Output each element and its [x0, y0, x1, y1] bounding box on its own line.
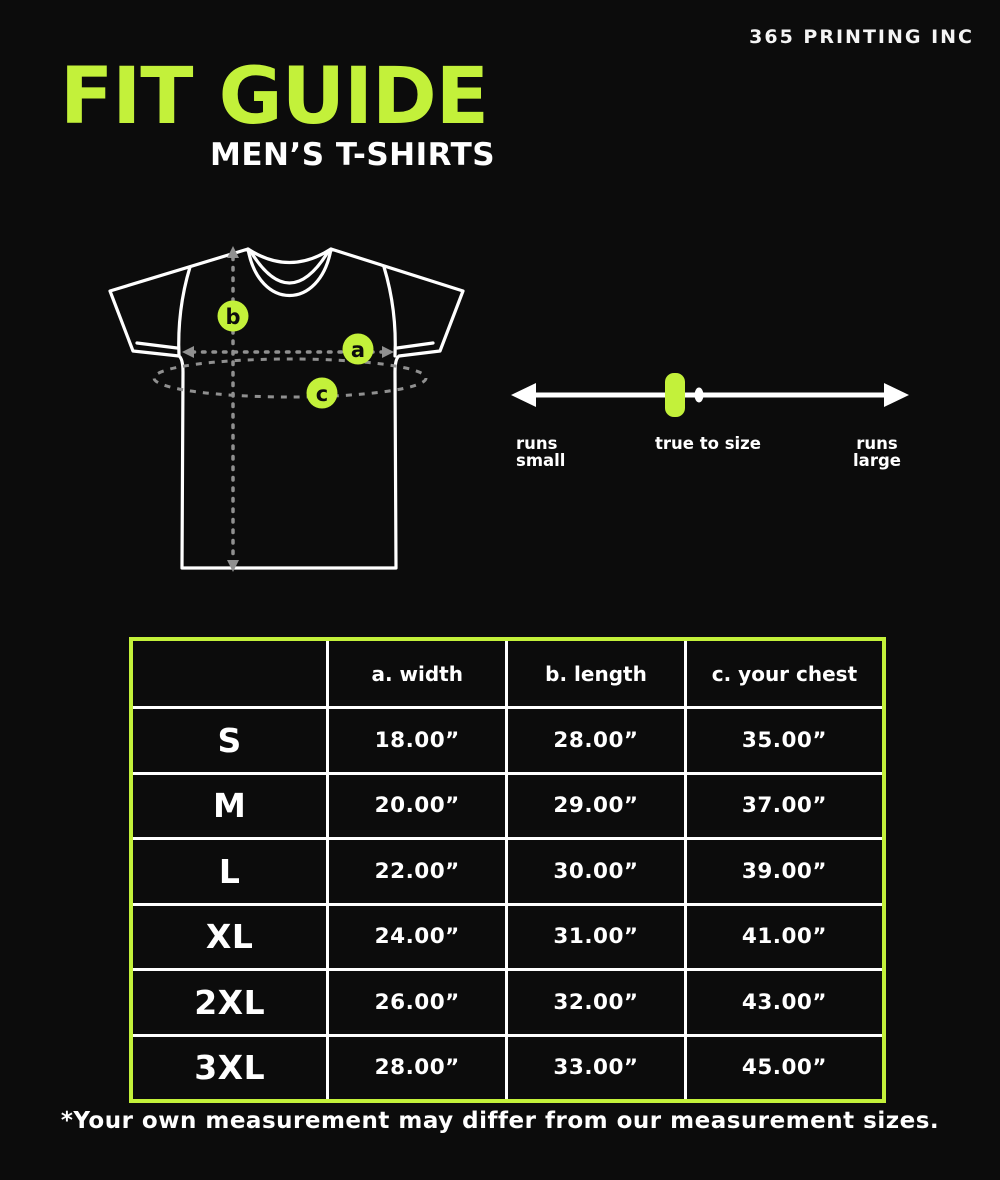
- row-l-width: 22.00”: [329, 840, 505, 903]
- row-xl-size: XL: [133, 906, 326, 969]
- marker-c-label: c: [315, 382, 329, 406]
- column-header-width: a. width: [329, 641, 505, 706]
- brand-name: 365 PRINTING INC: [749, 26, 974, 48]
- chest-dashed-ellipse: [154, 359, 426, 397]
- arrow-left-icon: [182, 346, 194, 358]
- row-s-size: S: [133, 709, 326, 772]
- row-m-length: 29.00”: [508, 775, 684, 838]
- row-2xl-width: 26.00”: [329, 971, 505, 1034]
- row-l-chest: 39.00”: [687, 840, 882, 903]
- tshirt-outline-icon: [110, 249, 463, 568]
- row-3xl-chest: 45.00”: [687, 1037, 882, 1100]
- row-m-size: M: [133, 775, 326, 838]
- row-2xl-chest: 43.00”: [687, 971, 882, 1034]
- scale-label-runs-large: runs large: [853, 434, 901, 470]
- row-2xl-size: 2XL: [133, 971, 326, 1034]
- scale-label-true-to-size: true to size: [655, 434, 761, 453]
- row-s-length: 28.00”: [508, 709, 684, 772]
- tshirt-diagram: [100, 230, 470, 575]
- scale-arrow-right-icon: [884, 383, 909, 407]
- measurement-disclaimer: *Your own measurement may differ from our measurement sizes.: [60, 1108, 940, 1134]
- row-m-chest: 37.00”: [687, 775, 882, 838]
- row-3xl-length: 33.00”: [508, 1037, 684, 1100]
- row-l-size: L: [133, 840, 326, 903]
- row-3xl-width: 28.00”: [329, 1037, 505, 1100]
- table-corner-cell: [133, 641, 326, 706]
- arrow-right-icon: [382, 346, 394, 358]
- row-2xl-length: 32.00”: [508, 971, 684, 1034]
- row-m-width: 20.00”: [329, 775, 505, 838]
- row-l-length: 30.00”: [508, 840, 684, 903]
- size-table: [129, 637, 886, 1103]
- fit-scale: [505, 365, 915, 425]
- row-xl-length: 31.00”: [508, 906, 684, 969]
- column-header-length: b. length: [508, 641, 684, 706]
- marker-b-label: b: [225, 305, 241, 329]
- page-title: FIT GUIDE: [60, 52, 489, 142]
- scale-arrow-left-icon: [511, 383, 536, 407]
- column-header-chest: c. your chest: [687, 641, 882, 706]
- row-xl-width: 24.00”: [329, 906, 505, 969]
- scale-indicator: [665, 373, 685, 417]
- measurement-markers: [218, 301, 374, 409]
- marker-a-label: a: [350, 338, 366, 362]
- row-s-width: 18.00”: [329, 709, 505, 772]
- arrow-down-icon: [227, 560, 239, 572]
- scale-label-runs-small: runs small: [516, 434, 566, 470]
- row-xl-chest: 41.00”: [687, 906, 882, 969]
- page-subtitle: MEN’S T-SHIRTS: [210, 137, 496, 173]
- row-s-chest: 35.00”: [687, 709, 882, 772]
- scale-center-dot: [695, 388, 704, 403]
- row-3xl-size: 3XL: [133, 1037, 326, 1100]
